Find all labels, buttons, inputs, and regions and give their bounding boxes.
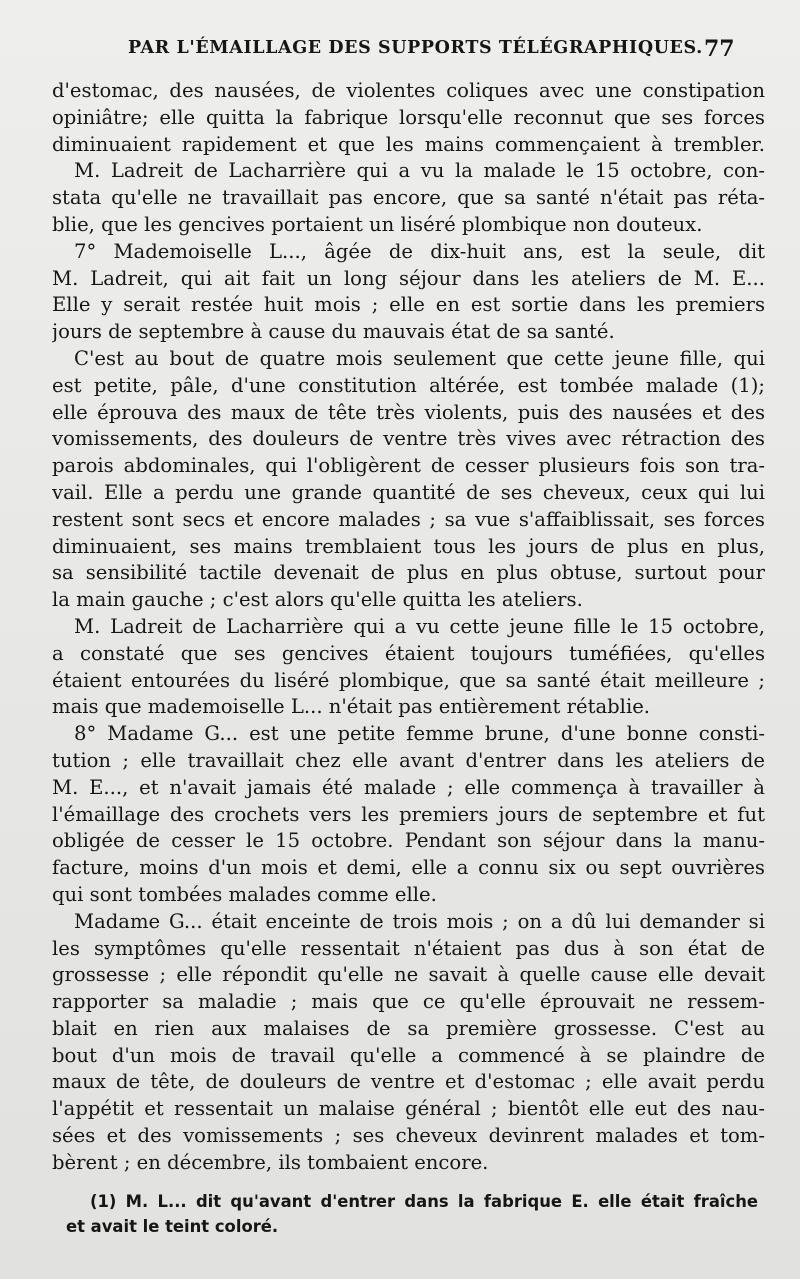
text-line: opiniâtre; elle quitta la fabrique lorsqu'elle reconnut que ses forces	[52, 105, 765, 129]
text-line: rapporter sa maladie ; mais que ce qu'elle éprouvait ne ressem-	[52, 990, 765, 1014]
text-line: M. Ladreit de Lacharrière qui a vu la malade le 15 octobre, con-	[74, 159, 765, 183]
text-line: Madame G... était enceinte de trois mois ; on a dû lui demander si	[74, 909, 765, 933]
text-line: 7° Mademoiselle L..., âgée de dix-huit ans, est la seule, dit	[74, 239, 765, 263]
text-line: parois abdominales, qui l'obligèrent de cesser plusieurs fois son tra-	[52, 454, 765, 478]
text-line: M. Ladreit, qui ait fait un long séjour dans les ateliers de M. E...	[52, 266, 765, 290]
page-number: 77	[704, 36, 735, 62]
text-line: diminuaient rapidement et que les mains commençaient à trembler.	[52, 132, 765, 156]
text-line: obligée de cesser le 15 octobre. Pendant son séjour dans la manu-	[52, 829, 765, 853]
text-line: Elle y serait restée huit mois ; elle en est sortie dans les premiers	[52, 293, 765, 317]
text-line: blie, que les gencives portaient un liséré plombique non douteux.	[52, 212, 703, 236]
body-text	[52, 78, 765, 1177]
text-line: restent sont secs et encore malades ; sa vue s'affaiblissait, ses forces	[52, 507, 765, 531]
footnote-line: et avait le teint coloré.	[66, 1217, 279, 1236]
text-line: vail. Elle a perdu une grande quantité de ses cheveux, ceux qui lui	[52, 480, 765, 504]
text-line: mais que mademoiselle L... n'était pas entièrement rétablie.	[52, 695, 651, 719]
text-line: les symptômes qu'elle ressentait n'étaient pas dus à son état de	[52, 936, 765, 960]
text-line: est petite, pâle, d'une constitution altérée, est tombée malade (1);	[52, 373, 765, 397]
text-line: diminuaient, ses mains tremblaient tous les jours de plus en plus,	[52, 534, 765, 558]
text-line: sa sensibilité tactile devenait de plus en plus obtuse, surtout pour	[52, 561, 765, 585]
text-line: blait en rien aux malaises de sa première grossesse. C'est au	[52, 1016, 765, 1040]
text-line: bèrent ; en décembre, ils tombaient encore.	[52, 1150, 489, 1174]
text-line: a constaté que ses gencives étaient toujours tuméfiées, qu'elles	[52, 641, 765, 665]
footnote	[66, 1189, 758, 1239]
text-line: M. E..., et n'avait jamais été malade ; elle commença à travailler à	[52, 775, 765, 799]
text-line: bout d'un mois de travail qu'elle a commencé à se plaindre de	[52, 1043, 765, 1067]
text-line: l'appétit et ressentait un malaise général ; bientôt elle eut des nau-	[52, 1097, 765, 1121]
text-line: elle éprouva des maux de tête très violents, puis des nausées et des	[52, 400, 765, 424]
text-line: étaient entourées du liséré plombique, que sa santé était meilleure ;	[52, 668, 765, 692]
running-title: PAR L'ÉMAILLAGE DES SUPPORTS TÉLÉGRAPHIQUES.	[128, 38, 703, 58]
text-line: stata qu'elle ne travaillait pas encore, que sa santé n'était pas réta-	[52, 186, 765, 210]
text-line: d'estomac, des nausées, de violentes coliques avec une constipation	[52, 79, 765, 102]
text-line: vomissements, des douleurs de ventre très vives avec rétraction des	[52, 427, 765, 451]
text-line: qui sont tombées malades comme elle.	[52, 882, 437, 906]
text-line: la main gauche ; c'est alors qu'elle quitta les ateliers.	[52, 588, 583, 612]
text-line: l'émaillage des crochets vers les premiers jours de septembre et fut	[52, 802, 765, 826]
text-line: maux de tête, de douleurs de ventre et d'estomac ; elle avait perdu	[52, 1070, 765, 1094]
text-line: grossesse ; elle répondit qu'elle ne savait à quelle cause elle devait	[52, 963, 765, 987]
text-line: 8° Madame G... est une petite femme brune, d'une bonne consti-	[74, 722, 765, 746]
footnote-line: (1) M. L... dit qu'avant d'entrer dans la fabrique E. elle était fraîche	[90, 1192, 758, 1211]
text-line: jours de septembre à cause du mauvais état de sa santé.	[52, 320, 615, 344]
text-line: C'est au bout de quatre mois seulement que cette jeune fille, qui	[74, 346, 765, 370]
text-line: tution ; elle travaillait chez elle avant d'entrer dans les ateliers de	[52, 748, 765, 772]
page-header	[0, 38, 800, 68]
text-line: M. Ladreit de Lacharrière qui a vu cette jeune fille le 15 octobre,	[74, 614, 765, 638]
text-line: facture, moins d'un mois et demi, elle a connu six ou sept ouvrières	[52, 856, 765, 880]
text-line: sées et des vomissements ; ses cheveux devinrent malades et tom-	[52, 1124, 765, 1148]
